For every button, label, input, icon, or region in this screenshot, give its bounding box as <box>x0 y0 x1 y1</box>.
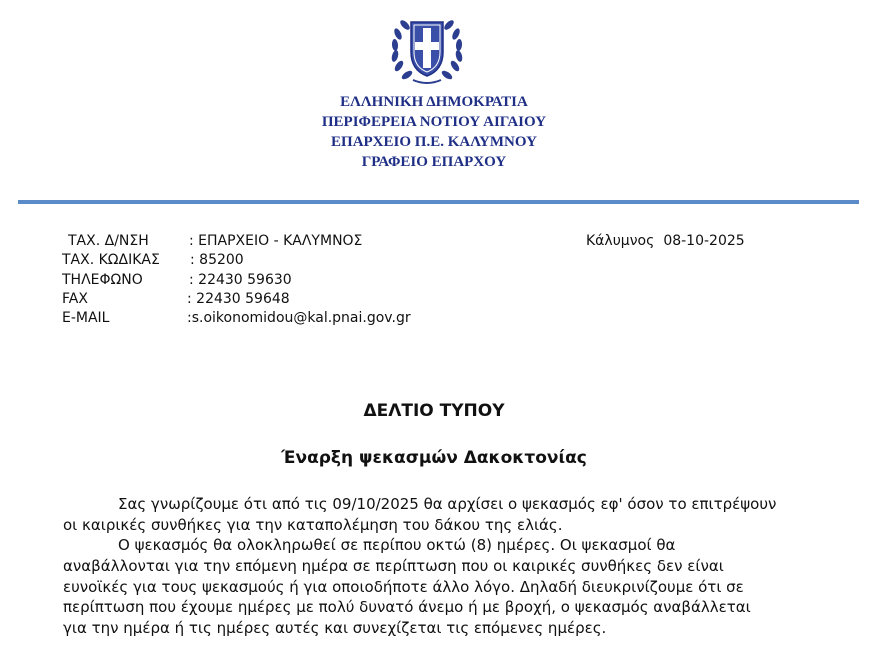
header-line-prefecture: ΕΠΑΡΧΕΙΟ Π.Ε. ΚΑΛΥΜΝΟΥ <box>331 134 537 150</box>
body-line: περίπτωση που έχουμε ημέρες με πολύ δυνατό άνεμο ή με βροχή, ο ψεκασμός αναβάλλεται <box>63 598 751 617</box>
contact-value: : 22430 59630 <box>189 271 292 288</box>
header-line-region: ΠΕΡΙΦΕΡΕΙΑ ΝΟΤΙΟΥ ΑΙΓΑΙΟΥ <box>321 114 547 130</box>
body-line: για την ημέρα ή τις ημέρες αυτές και συνεχίζεται τις επόμενες ημέρες. <box>63 619 607 638</box>
contact-label: FAX <box>62 290 88 307</box>
body-line: ευνοϊκές για τους ψεκασμούς ή για οποιοδήποτε άλλο λόγο. Δηλαδή διευκρινίζουμε ότι σε <box>63 577 744 596</box>
document-title <box>0 400 880 422</box>
date: 08-10-2025 <box>663 233 745 249</box>
body-line: Σας γνωρίζουμε ότι από τις 09/10/2025 θα αρχίσει ο ψεκασμός εφ' όσον το επιτρέψουν <box>118 495 777 513</box>
contact-value: : 85200 <box>190 252 244 269</box>
contact-value: : 22430 59648 <box>187 290 290 307</box>
place: Κάλυμνος <box>586 233 655 249</box>
contact-value: : ΕΠΑΡΧΕΙΟ - ΚΑΛΥΜΝΟΣ <box>189 233 363 249</box>
header-line-republic: ΕΛΛΗΝΙΚΗ ΔΗΜΟΚΡΑΤΙΑ <box>340 94 528 110</box>
contact-label: ΤΗΛΕΦΩΝΟ <box>62 271 143 288</box>
contact-email: :s.oikonomidou@kal.pnai.gov.gr <box>187 310 411 327</box>
document-subject <box>0 447 880 469</box>
contact-label: ΤΑΧ. ΚΩΔΙΚΑΣ <box>62 252 160 269</box>
contact-label: ΤΑΧ. Δ/ΝΣΗ <box>68 233 149 249</box>
document-title-text: ΔΕΛΤΙΟ ΤΥΠΟΥ <box>363 401 505 421</box>
place-and-date <box>586 232 745 251</box>
body-line: οι καιρικές συνθήκες για την καταπολέμηση του δάκου της ελιάς. <box>63 515 563 534</box>
press-release-body <box>63 494 823 639</box>
body-line: αναβάλλονται για την επόμενη ημέρα σε περίπτωση που οι καιρικές συνθήκες δεν είναι <box>63 557 724 576</box>
header-line-office: ΓΡΑΦΕΙΟ ΕΠΑΡΧΟΥ <box>361 154 507 170</box>
contact-label: E-MAIL <box>62 310 110 327</box>
body-line: Ο ψεκασμός θα ολοκληρωθεί σε περίπου οκτώ (8) ημέρες. Οι ψεκασμοί θα <box>118 536 676 555</box>
issuing-authority-header <box>0 92 880 172</box>
document-subject-text: Έναρξη ψεκασμών Δακοκτονίας <box>281 448 587 468</box>
header-divider <box>18 200 859 204</box>
greek-coat-of-arms-icon <box>387 12 467 88</box>
